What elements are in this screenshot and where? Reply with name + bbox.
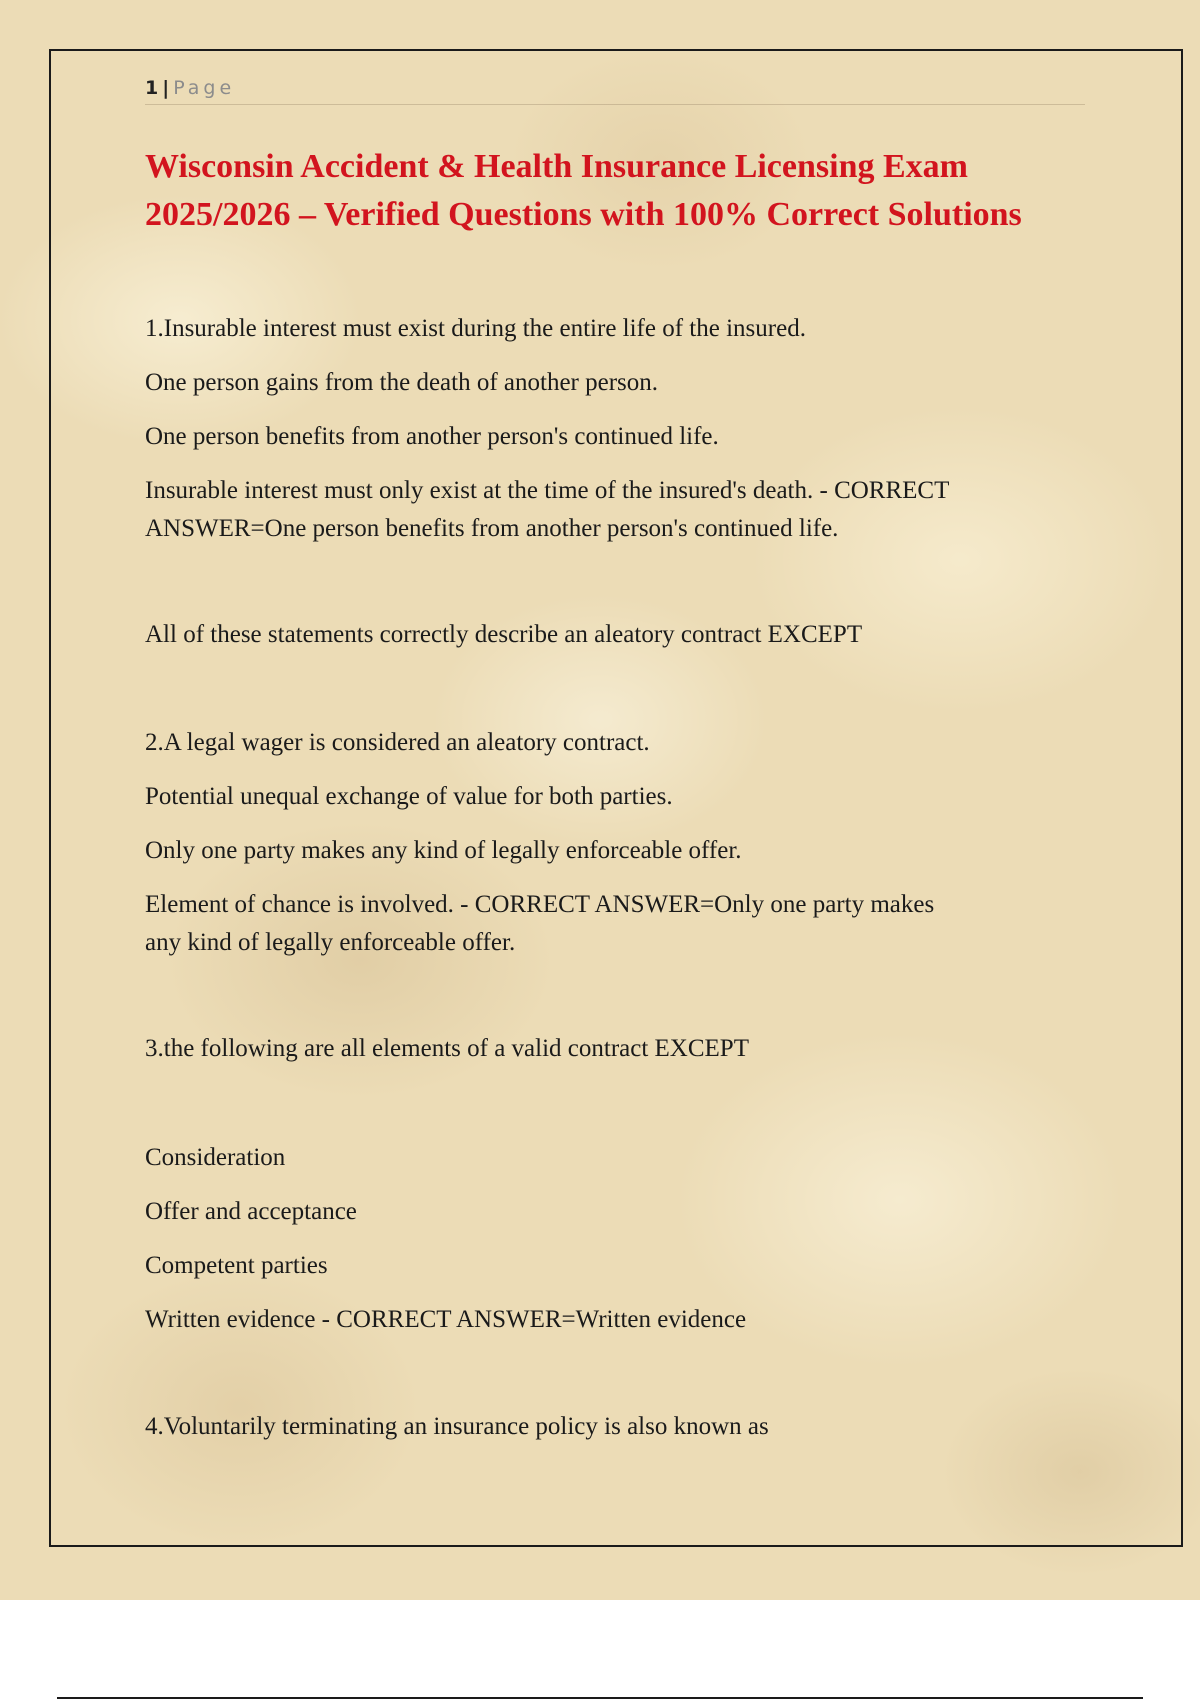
question-1-option-3: One person benefits from another person's continued life. [145, 423, 719, 450]
question-3-option-3: Competent parties [145, 1252, 328, 1279]
aleatory-intro-text: All of these statements correctly describe an aleatory contract EXCEPT [145, 621, 863, 648]
question-1 [145, 310, 1105, 548]
question-4 [145, 1408, 1105, 1446]
page-separator: | [162, 77, 170, 99]
title-line-2: 2025/2026 – Verified Questions with 100% Correct Solutions [145, 196, 1022, 233]
question-2 [145, 724, 1105, 962]
question-3-option-1: Consideration [145, 1144, 286, 1171]
question-2-option-2: Potential unequal exchange of value for both parties. [145, 783, 673, 810]
question-2-answer-line-1: Element of chance is involved. - CORRECT ANSWER=Only one party makes [145, 891, 935, 918]
question-1-option-4 [145, 472, 1105, 548]
page-number: 1 [145, 77, 159, 99]
question-1-answer-line-2: ANSWER=One person benefits from another person's continued life. [145, 515, 839, 542]
question-3-option-4: Written evidence - CORRECT ANSWER=Written evidence [145, 1306, 747, 1333]
question-2-option-4 [145, 886, 1105, 962]
page-label: Page [173, 77, 236, 99]
title-line-1: Wisconsin Accident & Health Insurance Licensing Exam [145, 148, 968, 185]
question-3-options [145, 1139, 1105, 1339]
footer-rule [57, 1697, 1143, 1699]
question-2-answer-line-2: any kind of legally enforceable offer. [145, 929, 516, 956]
question-4-prompt: 4.Voluntarily terminating an insurance policy is also known as [145, 1413, 769, 1440]
aleatory-intro [145, 616, 1105, 654]
page-header [145, 74, 1085, 105]
question-1-option-2: One person gains from the death of another person. [145, 369, 659, 396]
question-1-option-1: 1.Insurable interest must exist during the entire life of the insured. [145, 315, 806, 342]
document-title [145, 143, 1145, 239]
question-1-answer-line-1: Insurable interest must only exist at the time of the insured's death. - CORRECT [145, 477, 950, 504]
question-2-option-3: Only one party makes any kind of legally enforceable offer. [145, 837, 742, 864]
question-3-option-2: Offer and acceptance [145, 1198, 357, 1225]
question-2-option-1: 2.A legal wager is considered an aleatory contract. [145, 729, 650, 756]
question-3 [145, 1030, 1105, 1068]
question-3-prompt: 3.the following are all elements of a valid contract EXCEPT [145, 1035, 749, 1062]
